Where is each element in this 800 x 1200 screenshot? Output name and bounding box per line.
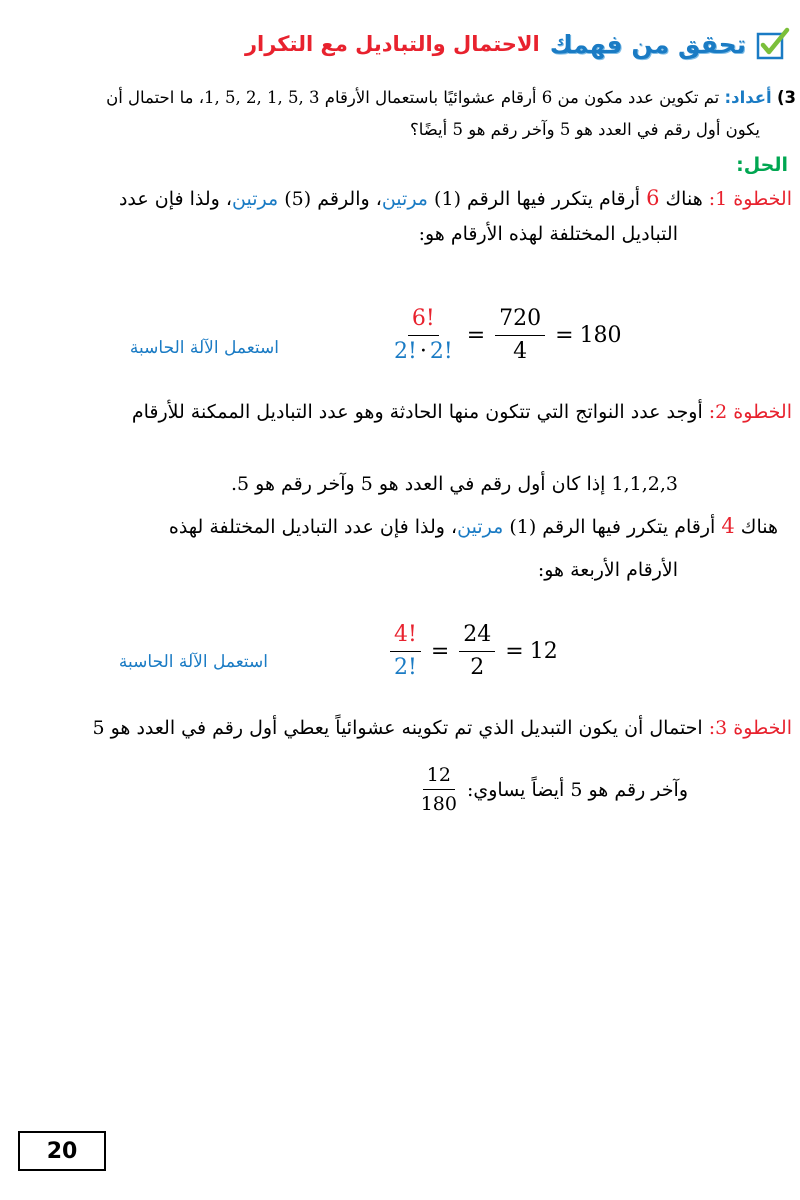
step1-text: ، ولذا فإن عدد xyxy=(118,188,233,210)
step2-text: أرقام يتكرر فيها الرقم (1) xyxy=(509,516,716,538)
step2-line1 xyxy=(132,400,792,424)
step1-line2: التباديل المختلفة لهذه الأرقام هو: xyxy=(418,223,678,245)
formula-result: 12 xyxy=(529,639,558,664)
fraction-denominator: 2! xyxy=(394,655,417,680)
step3-text: وآخر رقم هو 5 أيضاً يساوي: xyxy=(466,778,688,801)
header-title: تحقق من فهمك xyxy=(549,29,746,59)
step1-label: الخطوة 1: xyxy=(708,188,792,210)
fraction-numerator: 24 xyxy=(459,622,495,652)
step2-line3 xyxy=(169,514,778,539)
step2-line2: 1,1,2,3 إذا كان أول رقم في العدد هو 5 وآخر رقم هو 5. xyxy=(230,473,678,495)
calculator-note: استعمل الآلة الحاسبة xyxy=(118,652,268,672)
section-header xyxy=(245,20,790,68)
step1-text: هناك xyxy=(665,188,703,210)
step3-line2 xyxy=(413,764,688,815)
step2-text: أوجد عدد النواتج التي تتكون منها الحادثة وهو عدد التباديل الممكنة للأرقام xyxy=(131,401,703,423)
fraction xyxy=(390,306,457,365)
fraction-numerator: 12 xyxy=(423,764,455,790)
twice-highlight: مرتين xyxy=(232,188,279,210)
fraction-numerator: 4! xyxy=(390,622,421,652)
step2-count: 4 xyxy=(721,514,735,538)
problem-statement xyxy=(0,88,796,107)
step1-formula: $\frac{6!}{2! \cdot 2!}$ = $\frac{720}{4}$ = 180 xyxy=(386,306,622,365)
fraction-numerator: 720 xyxy=(495,306,545,336)
step1-text: أرقام يتكرر فيها الرقم (1) xyxy=(434,188,641,210)
step2-text: ، ولذا فإن عدد التباديل المختلفة لهذه xyxy=(168,516,458,538)
step2-label: الخطوة 2: xyxy=(708,401,792,423)
fraction-denominator: 2 xyxy=(470,655,485,680)
fraction-numerator: 6! xyxy=(408,306,439,336)
formula-result: 180 xyxy=(579,323,622,348)
fraction xyxy=(417,764,461,815)
solution-label: الحل: xyxy=(736,154,788,176)
twice-highlight: مرتين xyxy=(457,516,504,538)
fraction xyxy=(459,622,495,681)
fraction xyxy=(390,622,421,681)
twice-highlight: مرتين xyxy=(381,188,428,210)
step3-line1 xyxy=(92,716,792,740)
fraction-denominator: 2! · 2! xyxy=(394,339,453,364)
step2-line4: الأرقام الأربعة هو: xyxy=(537,559,678,581)
header-subtitle: الاحتمال والتباديل مع التكرار xyxy=(244,32,540,56)
problem-text-line2: يكون أول رقم في العدد هو 5 وآخر رقم هو 5 أيضًا؟ xyxy=(409,120,760,139)
problem-label: أعداد: xyxy=(724,88,772,107)
problem-number: 3) xyxy=(776,88,796,107)
step1-text: ، والرقم (5) xyxy=(284,188,382,210)
step3-label: الخطوة 3: xyxy=(708,717,792,739)
step3-text: احتمال أن يكون التبديل الذي تم تكوينه عشوائياً يعطي أول رقم في العدد هو 5 xyxy=(92,717,703,739)
checkbox-check-icon xyxy=(756,27,790,61)
fraction-denominator: 4 xyxy=(513,339,528,364)
page-number: 20 xyxy=(18,1131,106,1171)
step1-line1 xyxy=(119,186,792,211)
fraction xyxy=(495,306,545,365)
step2-text: هناك xyxy=(740,516,778,538)
step2-formula: $\frac{4!}{2!}$ = $\frac{24}{2}$ = 12 xyxy=(386,622,558,681)
problem-text-line1: تم تكوين عدد مكون من 6 أرقام عشوائيًا باستعمال الأرقام 3 ,5 ,1 ,2 ,5 ,1، ما احتمال أن xyxy=(106,88,720,107)
step1-count: 6 xyxy=(646,186,660,210)
calculator-note: استعمل الآلة الحاسبة xyxy=(129,338,279,358)
fraction-denominator: 180 xyxy=(420,793,457,815)
